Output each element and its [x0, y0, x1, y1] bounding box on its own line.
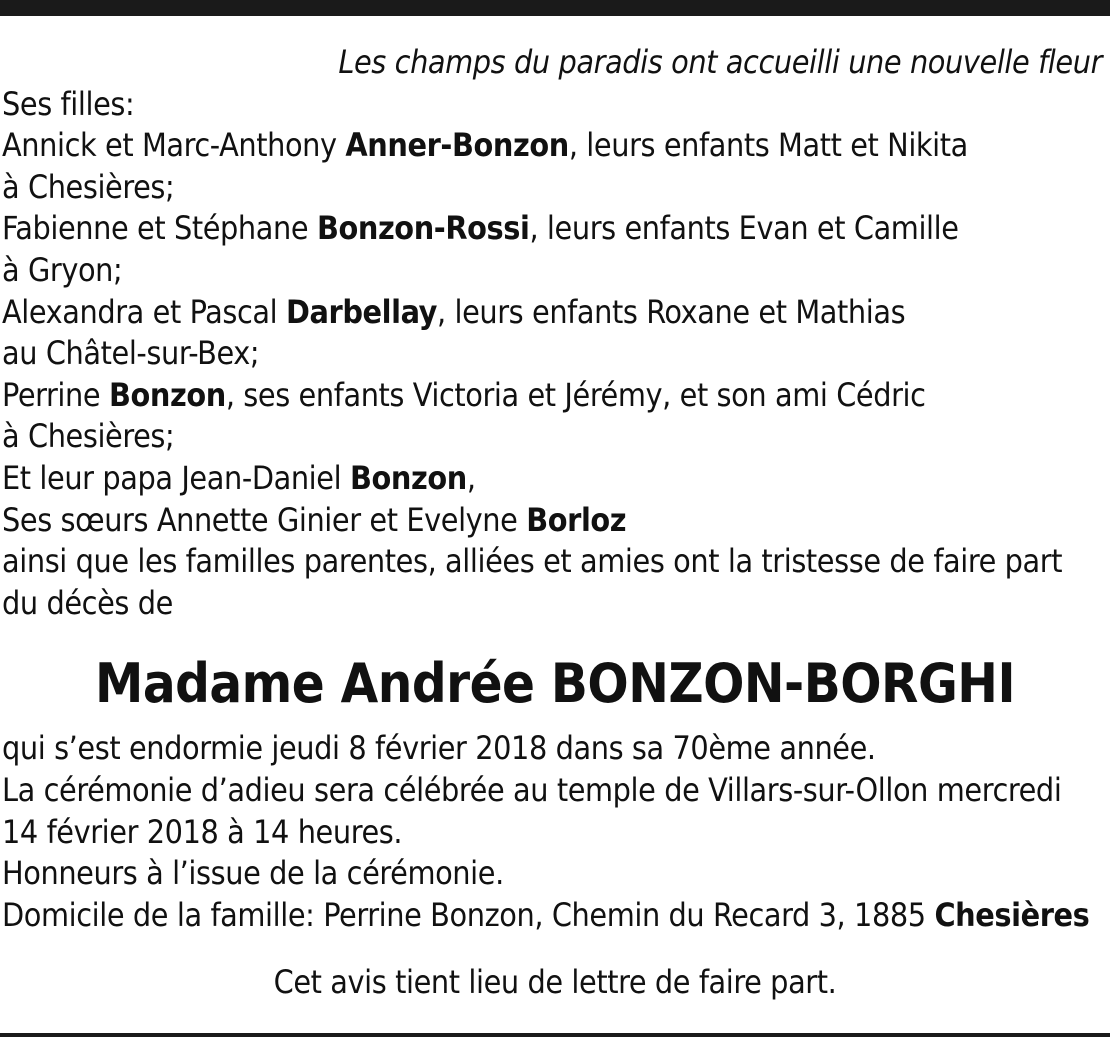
family-surname: Bonzon	[108, 375, 226, 414]
bottom-border	[0, 1033, 1110, 1037]
family-place: à Gryon;	[2, 250, 123, 289]
family-entry	[2, 292, 1108, 375]
family-surname: Anner-Bonzon	[345, 126, 569, 165]
family-entry	[2, 375, 1108, 458]
family-members: Fabienne et Stéphane	[2, 209, 317, 248]
family-place: à Chesières;	[2, 167, 175, 206]
top-border	[0, 0, 1110, 16]
family-members: Perrine	[2, 375, 109, 414]
family-entry	[2, 125, 1108, 208]
family-members: Annick et Marc-Anthony	[2, 126, 346, 165]
family-members: Alexandra et Pascal	[2, 292, 286, 331]
family-surname: Bonzon-Rossi	[316, 209, 530, 248]
sister-surname: Borloz	[526, 500, 627, 539]
detail-line: La cérémonie d’adieu sera célébrée au temple de Villars-sur-Ollon mercredi	[2, 770, 1062, 809]
family-surname: Darbellay	[285, 292, 437, 331]
detail-line: Honneurs à l’issue de la cérémonie.	[2, 854, 504, 893]
announcement-line: ainsi que les familles parentes, alliées et amies ont la tristesse de faire part	[2, 542, 1063, 581]
domicile-line: Domicile de la famille: Perrine Bonzon, Chemin du Recard 3, 1885 Chesières	[2, 895, 1090, 934]
father-surname: Bonzon	[349, 458, 467, 497]
intro-line: Ses filles:	[2, 84, 135, 123]
sisters-line: Ses sœurs Annette Ginier et Evelyne Borloz	[2, 500, 627, 539]
family-place: au Châtel-sur-Bex;	[2, 334, 260, 373]
detail-line: qui s’est endormie jeudi 8 février 2018 dans sa 70ème année.	[2, 729, 876, 768]
family-children: , leurs enfants Matt et Nikita	[568, 126, 968, 165]
closing-line: Cet avis tient lieu de lettre de faire part.	[273, 963, 837, 1002]
family-place: à Chesières;	[2, 417, 175, 456]
father-line: Et leur papa Jean-Daniel Bonzon,	[2, 458, 476, 497]
family-entry	[2, 208, 1108, 291]
family-children: , leurs enfants Roxane et Mathias	[436, 292, 906, 331]
deceased-name: Madame Andrée BONZON-BORGHI	[94, 652, 1016, 716]
motto: Les champs du paradis ont accueilli une nouvelle fleur	[338, 43, 1102, 81]
detail-line: 14 février 2018 à 14 heures.	[2, 812, 403, 851]
domicile-town: Chesières	[934, 895, 1090, 934]
announcement-line: du décès de	[2, 583, 173, 622]
family-children: , leurs enfants Evan et Camille	[529, 209, 959, 248]
family-children: , ses enfants Victoria et Jérémy, et son ami Cédric	[225, 375, 926, 414]
obituary-notice	[2, 42, 1108, 1004]
